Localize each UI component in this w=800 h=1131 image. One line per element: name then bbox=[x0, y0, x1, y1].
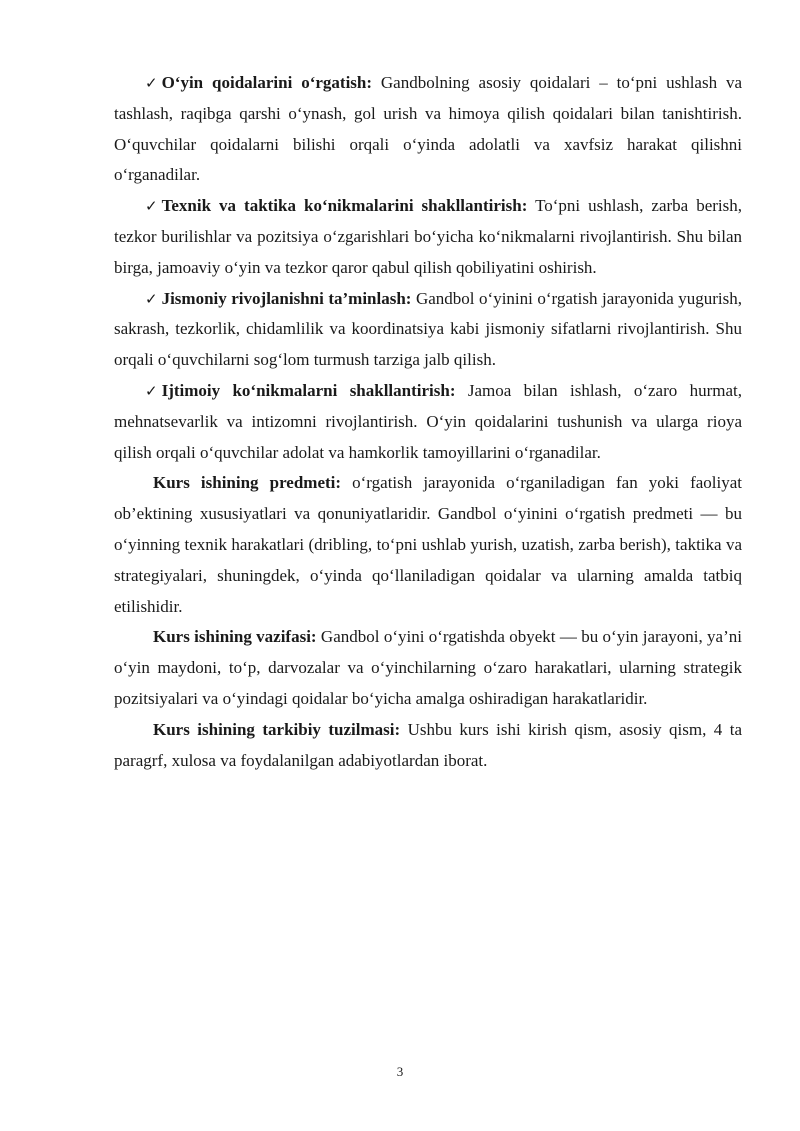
bullet-text: Jamoa bilan ishlash, o‘zaro hurmat, mehnatsevarlik va intizomni rivojlantirish. O‘yin qoidalarini tushunish va ularga rioya qilish orqali o‘quvchilar adolat va hamkorlik tamoyillarini o‘rganadilar. bbox=[114, 380, 742, 462]
bullet-text: Gandbolning asosiy qoidalari – to‘pni ushlash va tashlash, raqibga qarshi o‘ynash, gol urish va himoya qilish qoidalari bilan tanishtirish. O‘quvchilar qoidalarni bilishi orqali o‘yinda adolatli va xavfsiz harakat qilishni o‘rganadilar. bbox=[114, 73, 743, 185]
section-text: Gandbol o‘yini o‘rgatishda obyekt — bu o‘yin jarayoni, ya’ni o‘yin maydoni, to‘p, darvozalar va o‘yinchilarning o‘zaro harakatlari, ularning strategik pozitsiyalari va o‘yindagi qoidalar bo‘yicha amalga oshiradigan harakatlaridir. bbox=[114, 627, 742, 708]
section-paragraph-task bbox=[114, 622, 742, 714]
checkmark-icon: ✓ bbox=[145, 381, 158, 400]
checkmark-icon: ✓ bbox=[145, 289, 158, 308]
bullet-paragraph-physical bbox=[114, 284, 742, 376]
bullet-title: Ijtimoiy ko‘nikmalarni shakllantirish: bbox=[161, 380, 456, 400]
section-paragraph-subject bbox=[114, 468, 742, 622]
section-text: Ushbu kurs ishi kirish qism, asosiy qism, 4 ta paragrf, xulosa va foydalanilgan adabiyotlardan iborat. bbox=[114, 719, 742, 770]
page-number: 3 bbox=[396, 1064, 404, 1079]
checkmark-icon: ✓ bbox=[145, 197, 158, 216]
section-title: Kurs ishining predmeti: bbox=[153, 473, 342, 493]
section-title: Kurs ishining tarkibiy tuzilmasi: bbox=[153, 719, 401, 739]
bullet-text: Gandbol o‘yinini o‘rgatish jarayonida yugurish, sakrash, tezkorlik, chidamlilik va koordinatsiya kabi jismoniy sifatlarni rivojlantirish. Shu orqali o‘quvchilarni sog‘lom turmush tarziga jalb qilish. bbox=[114, 288, 742, 370]
bullet-paragraph-social bbox=[114, 376, 742, 468]
bullet-title: Texnik va taktika ko‘nikmalarini shakllantirish: bbox=[161, 196, 528, 216]
section-title: Kurs ishining vazifasi: bbox=[153, 627, 317, 647]
bullet-paragraph-technique bbox=[114, 191, 742, 283]
bullet-title: Jismoniy rivojlanishni ta’minlash: bbox=[161, 288, 412, 308]
checkmark-icon: ✓ bbox=[145, 74, 158, 92]
section-paragraph-structure bbox=[114, 715, 742, 777]
bullet-title: O‘yin qoidalarini o‘rgatish: bbox=[161, 73, 373, 92]
section-text: o‘rgatish jarayonida o‘rganiladigan fan yoki faoliyat ob’ektining xususiyatlari va qonuniyatlaridir. Gandbol o‘yinini o‘rgatish predmeti — bu o‘yinning texnik harakatlari (dribling, to‘pni ushlab yurish, uzatish, zarba berish), taktika va strategiyalari, shuningdek, o‘yinda qo‘llaniladigan qoidalar va ularning amalda tatbiq etilishidir. bbox=[114, 473, 742, 616]
bullet-paragraph-rules bbox=[114, 68, 742, 191]
document-page bbox=[114, 68, 742, 776]
bullet-text: To‘pni ushlash, zarba berish, tezkor burilishlar va pozitsiya o‘zgarishlari bo‘yicha ko‘nikmalarni rivojlantirish. Shu bilan birga, jamoaviy o‘yin va tezkor qaror qabul qilish qobiliyatini oshirish. bbox=[114, 196, 742, 277]
